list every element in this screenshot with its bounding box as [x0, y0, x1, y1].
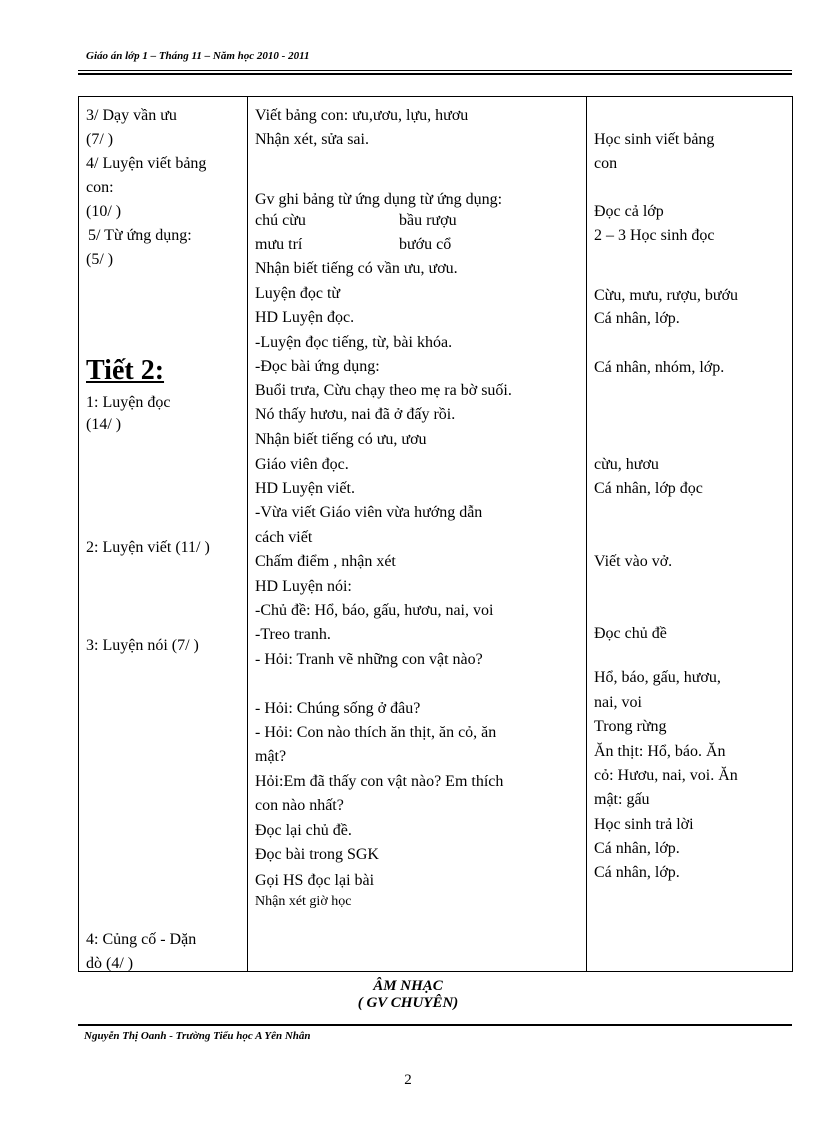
student-line: nai, voi — [594, 694, 642, 711]
teacher-line: chú cừu — [255, 212, 306, 229]
table-row — [79, 97, 793, 972]
teacher-line: - Hỏi: Chúng sống ở đâu? — [255, 700, 421, 717]
activity-item: 3: Luyện nói (7/ ) — [86, 637, 199, 654]
student-line: Cá nhân, nhóm, lớp. — [594, 359, 725, 376]
activity-column — [79, 97, 248, 972]
activity-item: 1: Luyện đọc — [86, 394, 171, 411]
footer-rule — [78, 1024, 792, 1026]
student-line: cừu, hươu — [594, 456, 659, 473]
student-line: Đọc cả lớp — [594, 203, 664, 220]
teacher-line: -Chủ đề: Hổ, báo, gấu, hươu, nai, voi — [255, 602, 494, 619]
student-line: con — [594, 155, 618, 172]
teacher-line: Nhận biết tiếng có vần ưu, ươu. — [255, 260, 458, 277]
activity-item: 2: Luyện viết (11/ ) — [86, 539, 210, 556]
teacher-line: Chấm điểm , nhận xét — [255, 553, 396, 570]
student-line: Đọc chủ đề — [594, 625, 667, 642]
teacher-line: Giáo viên đọc. — [255, 456, 349, 473]
activity-item: 5/ Từ ứng dụng: — [88, 227, 192, 244]
section-subtitle: ( GV CHUYÊN) — [357, 995, 459, 1011]
lesson-table — [78, 96, 793, 972]
teacher-line: Buổi trưa, Cừu chạy theo mẹ ra bờ suối. — [255, 382, 512, 399]
teacher-line: Nhận xét giờ học — [255, 894, 352, 909]
teacher-line: con nào nhất? — [255, 797, 344, 814]
student-line: mật: gấu — [594, 791, 650, 808]
teacher-line: HD Luyện đọc. — [255, 309, 355, 326]
page-number: 2 — [404, 1072, 412, 1088]
teacher-line: -Treo tranh. — [255, 626, 331, 643]
teacher-line: - Hỏi: Tranh vẽ những con vật nào? — [255, 651, 483, 668]
teacher-line: Hỏi:Em đã thấy con vật nào? Em thích — [255, 773, 504, 790]
activity-time: (7/ ) — [86, 131, 114, 148]
student-line: Cá nhân, lớp. — [594, 310, 680, 327]
activity-item: 4: Củng cố - Dặn — [86, 931, 197, 948]
teacher-line: mưu trí — [255, 236, 303, 253]
teacher-line: -Đọc bài ứng dụng: — [255, 358, 380, 375]
teacher-line: cách viết — [255, 529, 313, 546]
activity-item: con: — [86, 179, 114, 196]
student-column — [587, 97, 793, 972]
teacher-line: -Vừa viết Giáo viên vừa hướng dẫn — [255, 504, 483, 521]
student-line: cỏ: Hươu, nai, voi. Ăn — [594, 767, 738, 784]
teacher-line: HD Luyện nói: — [255, 578, 352, 595]
teacher-line: Nhận biết tiếng có ưu, ươu — [255, 431, 427, 448]
header-rule-thick — [78, 73, 792, 75]
student-line: Cá nhân, lớp. — [594, 864, 680, 881]
activity-time: (5/ ) — [86, 251, 114, 268]
student-line: Học sinh trả lời — [594, 816, 694, 833]
activity-item: 4/ Luyện viết bảng — [86, 155, 207, 172]
activity-time: (14/ ) — [86, 416, 122, 433]
header-text: Giáo án lớp 1 – Tháng 11 – Năm học 2010 - 2011 — [86, 50, 310, 62]
teacher-line: Nó thấy hươu, nai đã ở đấy rồi. — [255, 406, 456, 423]
student-line: 2 – 3 Học sinh đọc — [594, 227, 715, 244]
section-title: ÂM NHẠC — [373, 978, 443, 994]
teacher-line: Nhận xét, sửa sai. — [255, 131, 369, 148]
student-line: Viết vào vở. — [594, 553, 673, 570]
teacher-line: -Luyện đọc tiếng, từ, bài khóa. — [255, 334, 453, 351]
activity-time: (10/ ) — [86, 203, 122, 220]
teacher-line: Luyện đọc từ — [255, 285, 341, 302]
footer-text: Nguyễn Thị Oanh - Trường Tiểu học A Yên Nhân — [84, 1030, 311, 1042]
student-line: Cừu, mưu, rượu, bướu — [594, 287, 739, 304]
student-line: Cá nhân, lớp đọc — [594, 480, 703, 497]
student-line: Cá nhân, lớp. — [594, 840, 680, 857]
teacher-line: Đọc bài trong SGK — [255, 846, 379, 863]
teacher-line: - Hỏi: Con nào thích ăn thịt, ăn cỏ, ăn — [255, 724, 497, 741]
teacher-column — [248, 97, 587, 972]
student-line: Trong rừng — [594, 718, 667, 735]
teacher-line: mật? — [255, 748, 287, 765]
student-line: Ăn thịt: Hổ, báo. Ăn — [594, 743, 726, 760]
header-rule-thin — [78, 70, 792, 71]
activity-item: dò (4/ ) — [86, 955, 134, 972]
period-heading: Tiết 2: — [86, 355, 165, 386]
student-line: Hổ, báo, gấu, hươu, — [594, 669, 721, 686]
teacher-line: bầu rượu — [399, 212, 457, 229]
teacher-line: Đọc lại chủ đề. — [255, 822, 352, 839]
teacher-line: Gv ghi bảng từ ứng dụng từ ứng dụng: — [255, 191, 503, 208]
student-line: Học sinh viết bảng — [594, 131, 715, 148]
teacher-line: HD Luyện viết. — [255, 480, 355, 497]
teacher-line: Viết bảng con: ưu,ươu, lựu, hươu — [255, 107, 469, 124]
activity-item: 3/ Dạy vần ưu — [86, 107, 177, 124]
teacher-line: bướu cổ — [399, 236, 452, 253]
teacher-line: Gọi HS đọc lại bài — [255, 872, 375, 889]
